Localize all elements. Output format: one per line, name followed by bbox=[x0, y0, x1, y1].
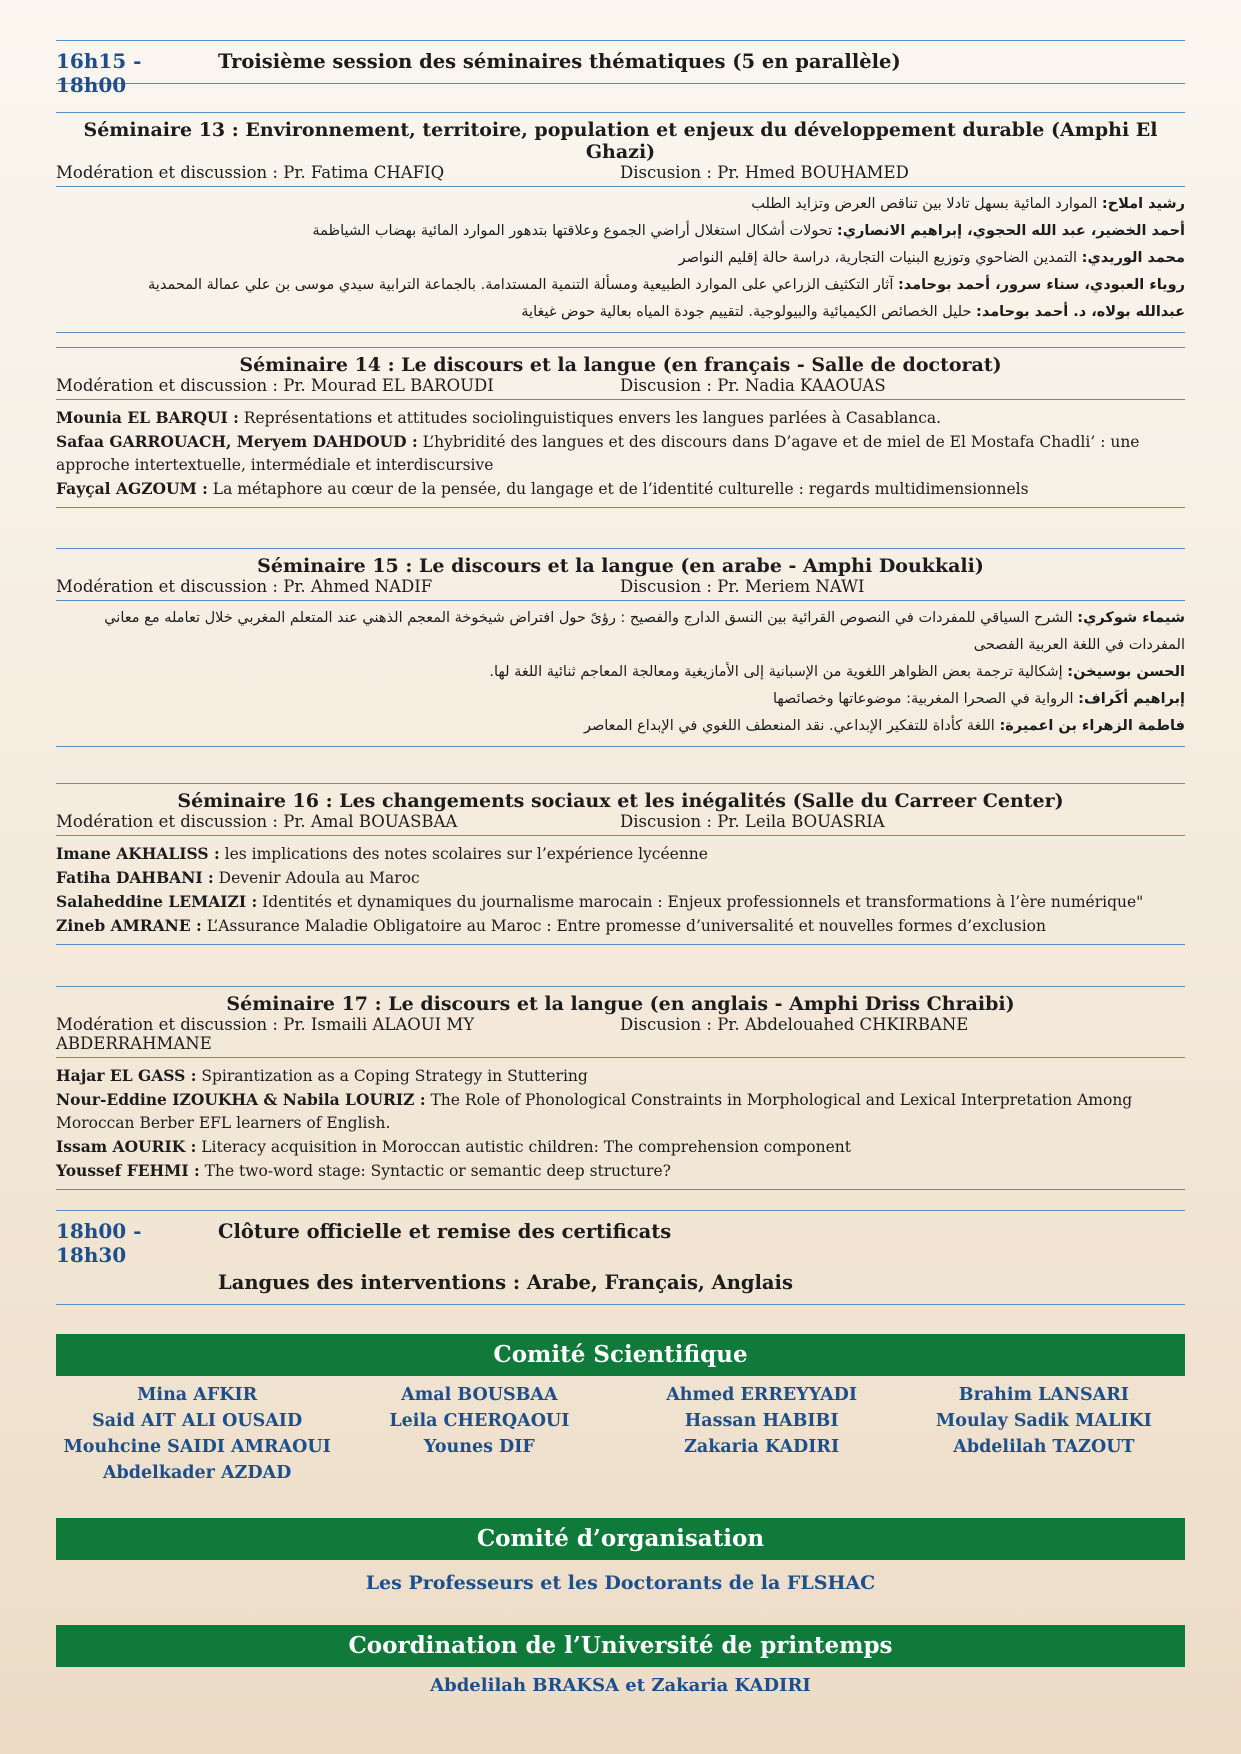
seminar-block bbox=[56, 783, 1185, 945]
moderation-row bbox=[56, 376, 1185, 399]
divider bbox=[56, 986, 1185, 987]
presenter-name: الحسن بوسيخن: bbox=[1067, 664, 1185, 680]
scientific-committee bbox=[56, 1334, 1185, 1486]
presenter-name: Salaheddine LEMAIZI : bbox=[56, 892, 258, 911]
moderator: Modération et discussion : Pr. Ismaili ALAOUI MY ABDERRAHMANE bbox=[56, 1015, 475, 1053]
presenter-name: Youssef FEHMI : bbox=[56, 1161, 200, 1180]
seminar-title: Séminaire 17 : Le discours et la langue (en anglais - Amphi Driss Chraibi) bbox=[226, 993, 1015, 1015]
divider bbox=[56, 783, 1185, 784]
seminar-title: Séminaire 15 : Le discours et la langue (en arabe - Amphi Doukkali) bbox=[257, 555, 984, 577]
seminar-block bbox=[56, 548, 1185, 747]
presentation-item bbox=[56, 1159, 1185, 1183]
presentation-item bbox=[56, 605, 1185, 659]
seminar-title: Séminaire 16 : Les changements sociaux et les inégalités (Salle du Carreer Center) bbox=[177, 790, 1064, 812]
session-header bbox=[56, 40, 1185, 97]
presentation-title: Literacy acquisition in Moroccan autistic children: The comprehension component bbox=[196, 1138, 851, 1156]
seminar-block bbox=[56, 986, 1185, 1190]
presentation-item bbox=[56, 1135, 1185, 1159]
committee-member: Zakaria KADIRI bbox=[684, 1437, 840, 1457]
closing-languages: Langues des interventions : Arabe, Français, Anglais bbox=[218, 1271, 793, 1294]
divider bbox=[56, 1304, 1185, 1305]
committee-member: Leila CHERQAOUI bbox=[389, 1411, 570, 1431]
presentation-title: التمدين الضاحوي وتوزيع البنيات التجارية، دراسة حالة إقليم النواصر bbox=[678, 250, 1082, 266]
presentation-title: L’hybridité des langues et des discours dans D’agave et de miel de El Mostafa Chadli’ : une approche intertextuelle, intermédiale et interdiscursive bbox=[56, 433, 1140, 474]
committee-member: Brahim LANSARI bbox=[958, 1385, 1129, 1405]
coordination bbox=[56, 1625, 1185, 1696]
presentation-title: La métaphore au cœur de la pensée, du langage et de l’identité culturelle : regards multidimensionnels bbox=[207, 480, 1029, 498]
moderation-row bbox=[56, 163, 1185, 186]
moderator: Modération et discussion : Pr. Amal BOUASBAA bbox=[56, 812, 458, 831]
presentation-item bbox=[56, 713, 1185, 740]
moderator: Modération et discussion : Pr. Mourad EL BAROUDI bbox=[56, 376, 494, 395]
coordination-text: Abdelilah BRAKSA et Zakaria KADIRI bbox=[430, 1675, 811, 1696]
divider bbox=[56, 112, 1185, 113]
session-time: 16h15 - 18h00 bbox=[56, 49, 142, 97]
presenter-name: إبراهيم أكَراف: bbox=[1078, 691, 1185, 707]
discussant: Discusion : Pr. Hmed BOUHAMED bbox=[620, 163, 909, 182]
committee-member: Mina AFKIR bbox=[137, 1385, 258, 1405]
closing-title: Clôture officielle et remise des certificats bbox=[218, 1220, 672, 1243]
committee-member: Moulay Sadik MALIKI bbox=[935, 1411, 1152, 1431]
divider bbox=[56, 548, 1185, 549]
seminar-block bbox=[56, 347, 1185, 508]
presentation-item bbox=[56, 191, 1185, 218]
committee-member: Mouhcine SAIDI AMRAOUI bbox=[63, 1437, 331, 1457]
committee-member: Abdelilah TAZOUT bbox=[953, 1437, 1135, 1457]
organisation-text: Les Professeurs et les Doctorants de la FLSHAC bbox=[365, 1572, 876, 1594]
presentation-title: les implications des notes scolaires sur l’expérience lycéenne bbox=[219, 845, 708, 863]
committee-member: Said AIT ALI OUSAID bbox=[92, 1411, 303, 1431]
presentation-item bbox=[56, 272, 1185, 299]
seminar-title: Séminaire 13 : Environnement, territoire, population et enjeux du développement durable (Amphi El Ghazi) bbox=[83, 119, 1158, 163]
presentation-title: Spirantization as a Coping Strategy in Stuttering bbox=[196, 1067, 588, 1085]
presentation-title: تحولات أشكال استغلال أراضي الجموع وعلاقتها بتدهور الموارد المائية بهضاب الشياظمة bbox=[312, 223, 837, 239]
moderation-row bbox=[56, 812, 1185, 835]
closing-time: 18h00 - 18h30 bbox=[56, 1219, 142, 1267]
presentation-item bbox=[56, 430, 1185, 477]
presenter-name: Mounia EL BARQUI : bbox=[56, 408, 239, 427]
presentation-item bbox=[56, 659, 1185, 686]
presenter-name: رشيد املاح: bbox=[1101, 196, 1185, 212]
committee-column bbox=[338, 1382, 620, 1486]
presentation-list bbox=[56, 1058, 1185, 1189]
presentation-item bbox=[56, 866, 1185, 890]
presentation-item bbox=[56, 890, 1185, 914]
presenter-name: أحمد الخضير، عبد الله الحجوي، إبراهيم الانصاري: bbox=[836, 223, 1185, 239]
seminar-block bbox=[56, 112, 1185, 333]
organisation-banner: Comité d’organisation bbox=[56, 1518, 1185, 1560]
presentation-list bbox=[56, 187, 1185, 332]
divider bbox=[56, 507, 1185, 508]
presenter-name: روياء العبودي، سناء سرور، أحمد بوحامد: bbox=[897, 277, 1185, 293]
presenter-name: Nour-Eddine IZOUKHA & Nabila LOURIZ : bbox=[56, 1090, 426, 1109]
presentation-item bbox=[56, 1088, 1185, 1135]
closing-block bbox=[56, 1210, 1185, 1305]
committee-column bbox=[621, 1382, 903, 1486]
presentation-title: L’Assurance Maladie Obligatoire au Maroc : Entre promesse d’universalité et nouvelles formes d’exclusion bbox=[201, 917, 1046, 935]
presentation-title: Identités et dynamiques du journalisme marocain : Enjeux professionnels et transformations à l’ère numérique" bbox=[257, 893, 1144, 911]
presenter-name: Zineb AMRANE : bbox=[56, 916, 202, 935]
seminar-title: Séminaire 14 : Le discours et la langue (en français - Salle de doctorat) bbox=[239, 354, 1002, 376]
presenter-name: فاطمة الزهراء بن اعميرة: bbox=[999, 718, 1185, 734]
presentation-title: آثار التكثيف الزراعي على الموارد الطبيعية ومسألة التنمية المستدامة. بالجماعة الترابية سيدي موسى بن علي عمالة المحمدية bbox=[148, 277, 898, 293]
presenter-name: Hajar EL GASS : bbox=[56, 1066, 197, 1085]
presentation-title: Représentations et attitudes sociolinguistiques envers les langues parlées à Casablanca. bbox=[238, 409, 942, 427]
presenter-name: Safaa GARROUACH, Meryem DAHDOUD : bbox=[56, 432, 418, 451]
discussant: Discusion : Pr. Meriem NAWI bbox=[620, 577, 865, 596]
moderation-row bbox=[56, 1015, 1185, 1057]
committee-banner: Comité Scientifique bbox=[56, 1334, 1185, 1376]
presentation-title: Devenir Adoula au Maroc bbox=[213, 869, 420, 887]
divider bbox=[56, 1189, 1185, 1190]
presentation-title: الشرح السياقي للمفردات في النصوص القرائية بين النسق الدارج والفصيح : رؤىً حول افتراض شيخوخة المعجم الذهني عند المتعلم المغربي خلال تعامله مع معاني المفردات في اللغة العربية الفصحى bbox=[104, 610, 1185, 653]
presentation-item bbox=[56, 245, 1185, 272]
presenter-name: Imane AKHALISS : bbox=[56, 844, 220, 863]
presentation-item bbox=[56, 914, 1185, 938]
discussant: Discusion : Pr. Abdelouahed CHKIRBANE bbox=[620, 1015, 969, 1034]
coordination-banner: Coordination de l’Université de printemps bbox=[56, 1625, 1185, 1667]
presentation-list bbox=[56, 836, 1185, 944]
presentation-item bbox=[56, 1064, 1185, 1088]
presentation-item bbox=[56, 299, 1185, 326]
presentation-title: الموارد المائية بسهل تادلا بين تناقص العرض وتزايد الطلب bbox=[751, 196, 1102, 212]
presentation-list bbox=[56, 601, 1185, 746]
session-title: Troisième session des séminaires thématiques (5 en parallèle) bbox=[218, 50, 901, 73]
presenter-name: Issam AOURIK : bbox=[56, 1137, 197, 1156]
presenter-name: Fayçal AGZOUM : bbox=[56, 479, 208, 498]
presentation-title: الرواية في الصحرا المغربية: موضوعاتها وخصائصها bbox=[772, 691, 1079, 707]
presentation-item bbox=[56, 218, 1185, 245]
presentation-item bbox=[56, 477, 1185, 501]
committee-member: Younes DIF bbox=[423, 1437, 535, 1457]
divider bbox=[56, 746, 1185, 747]
presentation-item bbox=[56, 406, 1185, 430]
presentation-title: اللغة كأداة للتفكير الإبداعي. نقد المنعطف اللغوي في الإبداع المعاصر bbox=[583, 718, 1000, 734]
moderation-row bbox=[56, 577, 1185, 600]
presenter-name: عبدالله بولاه، د. أحمد بوحامد: bbox=[976, 304, 1185, 320]
committee-member: Ahmed ERREYYADI bbox=[666, 1385, 858, 1405]
committee-member: Hassan HABIBI bbox=[684, 1411, 839, 1431]
divider bbox=[56, 347, 1185, 348]
committee-column bbox=[903, 1382, 1185, 1486]
presentation-title: The two-word stage: Syntactic or semantic deep structure? bbox=[199, 1162, 671, 1180]
presentation-list bbox=[56, 400, 1185, 507]
divider bbox=[56, 944, 1185, 945]
presenter-name: محمد الوريدي: bbox=[1081, 250, 1185, 266]
divider bbox=[56, 332, 1185, 333]
committee-member: Abdelkader AZDAD bbox=[102, 1463, 292, 1483]
organisation-committee bbox=[56, 1518, 1185, 1594]
divider bbox=[56, 83, 1185, 84]
discussant: Discusion : Pr. Nadia KAAOUAS bbox=[620, 376, 886, 395]
presentation-title: حليل الخصائص الكيميائية والبيولوجية. لتقييم جودة المياه بعالية حوض غيغاية bbox=[521, 304, 977, 320]
presentation-item bbox=[56, 842, 1185, 866]
moderator: Modération et discussion : Pr. Fatima CHAFIQ bbox=[56, 163, 445, 182]
presentation-title: The Role of Phonological Constraints in Morphological and Lexical Interpretation Among Moroccan Berber EFL learners of English. bbox=[56, 1091, 1133, 1132]
discussant: Discusion : Pr. Leila BOUASRIA bbox=[620, 812, 885, 831]
committee-member: Amal BOUSBAA bbox=[401, 1385, 558, 1405]
presentation-item bbox=[56, 686, 1185, 713]
presenter-name: Fatiha DAHBANI : bbox=[56, 868, 214, 887]
presentation-title: إشكالية ترجمة بعض الظواهر اللغوية من الإسبانية إلى الأمازيغية ومعالجة المعاجم ثنائية اللغة لها. bbox=[489, 664, 1068, 680]
moderator: Modération et discussion : Pr. Ahmed NADIF bbox=[56, 577, 433, 596]
committee-column bbox=[56, 1382, 338, 1486]
presenter-name: شيماء شوكري: bbox=[1077, 610, 1185, 626]
committee-names bbox=[56, 1376, 1185, 1486]
